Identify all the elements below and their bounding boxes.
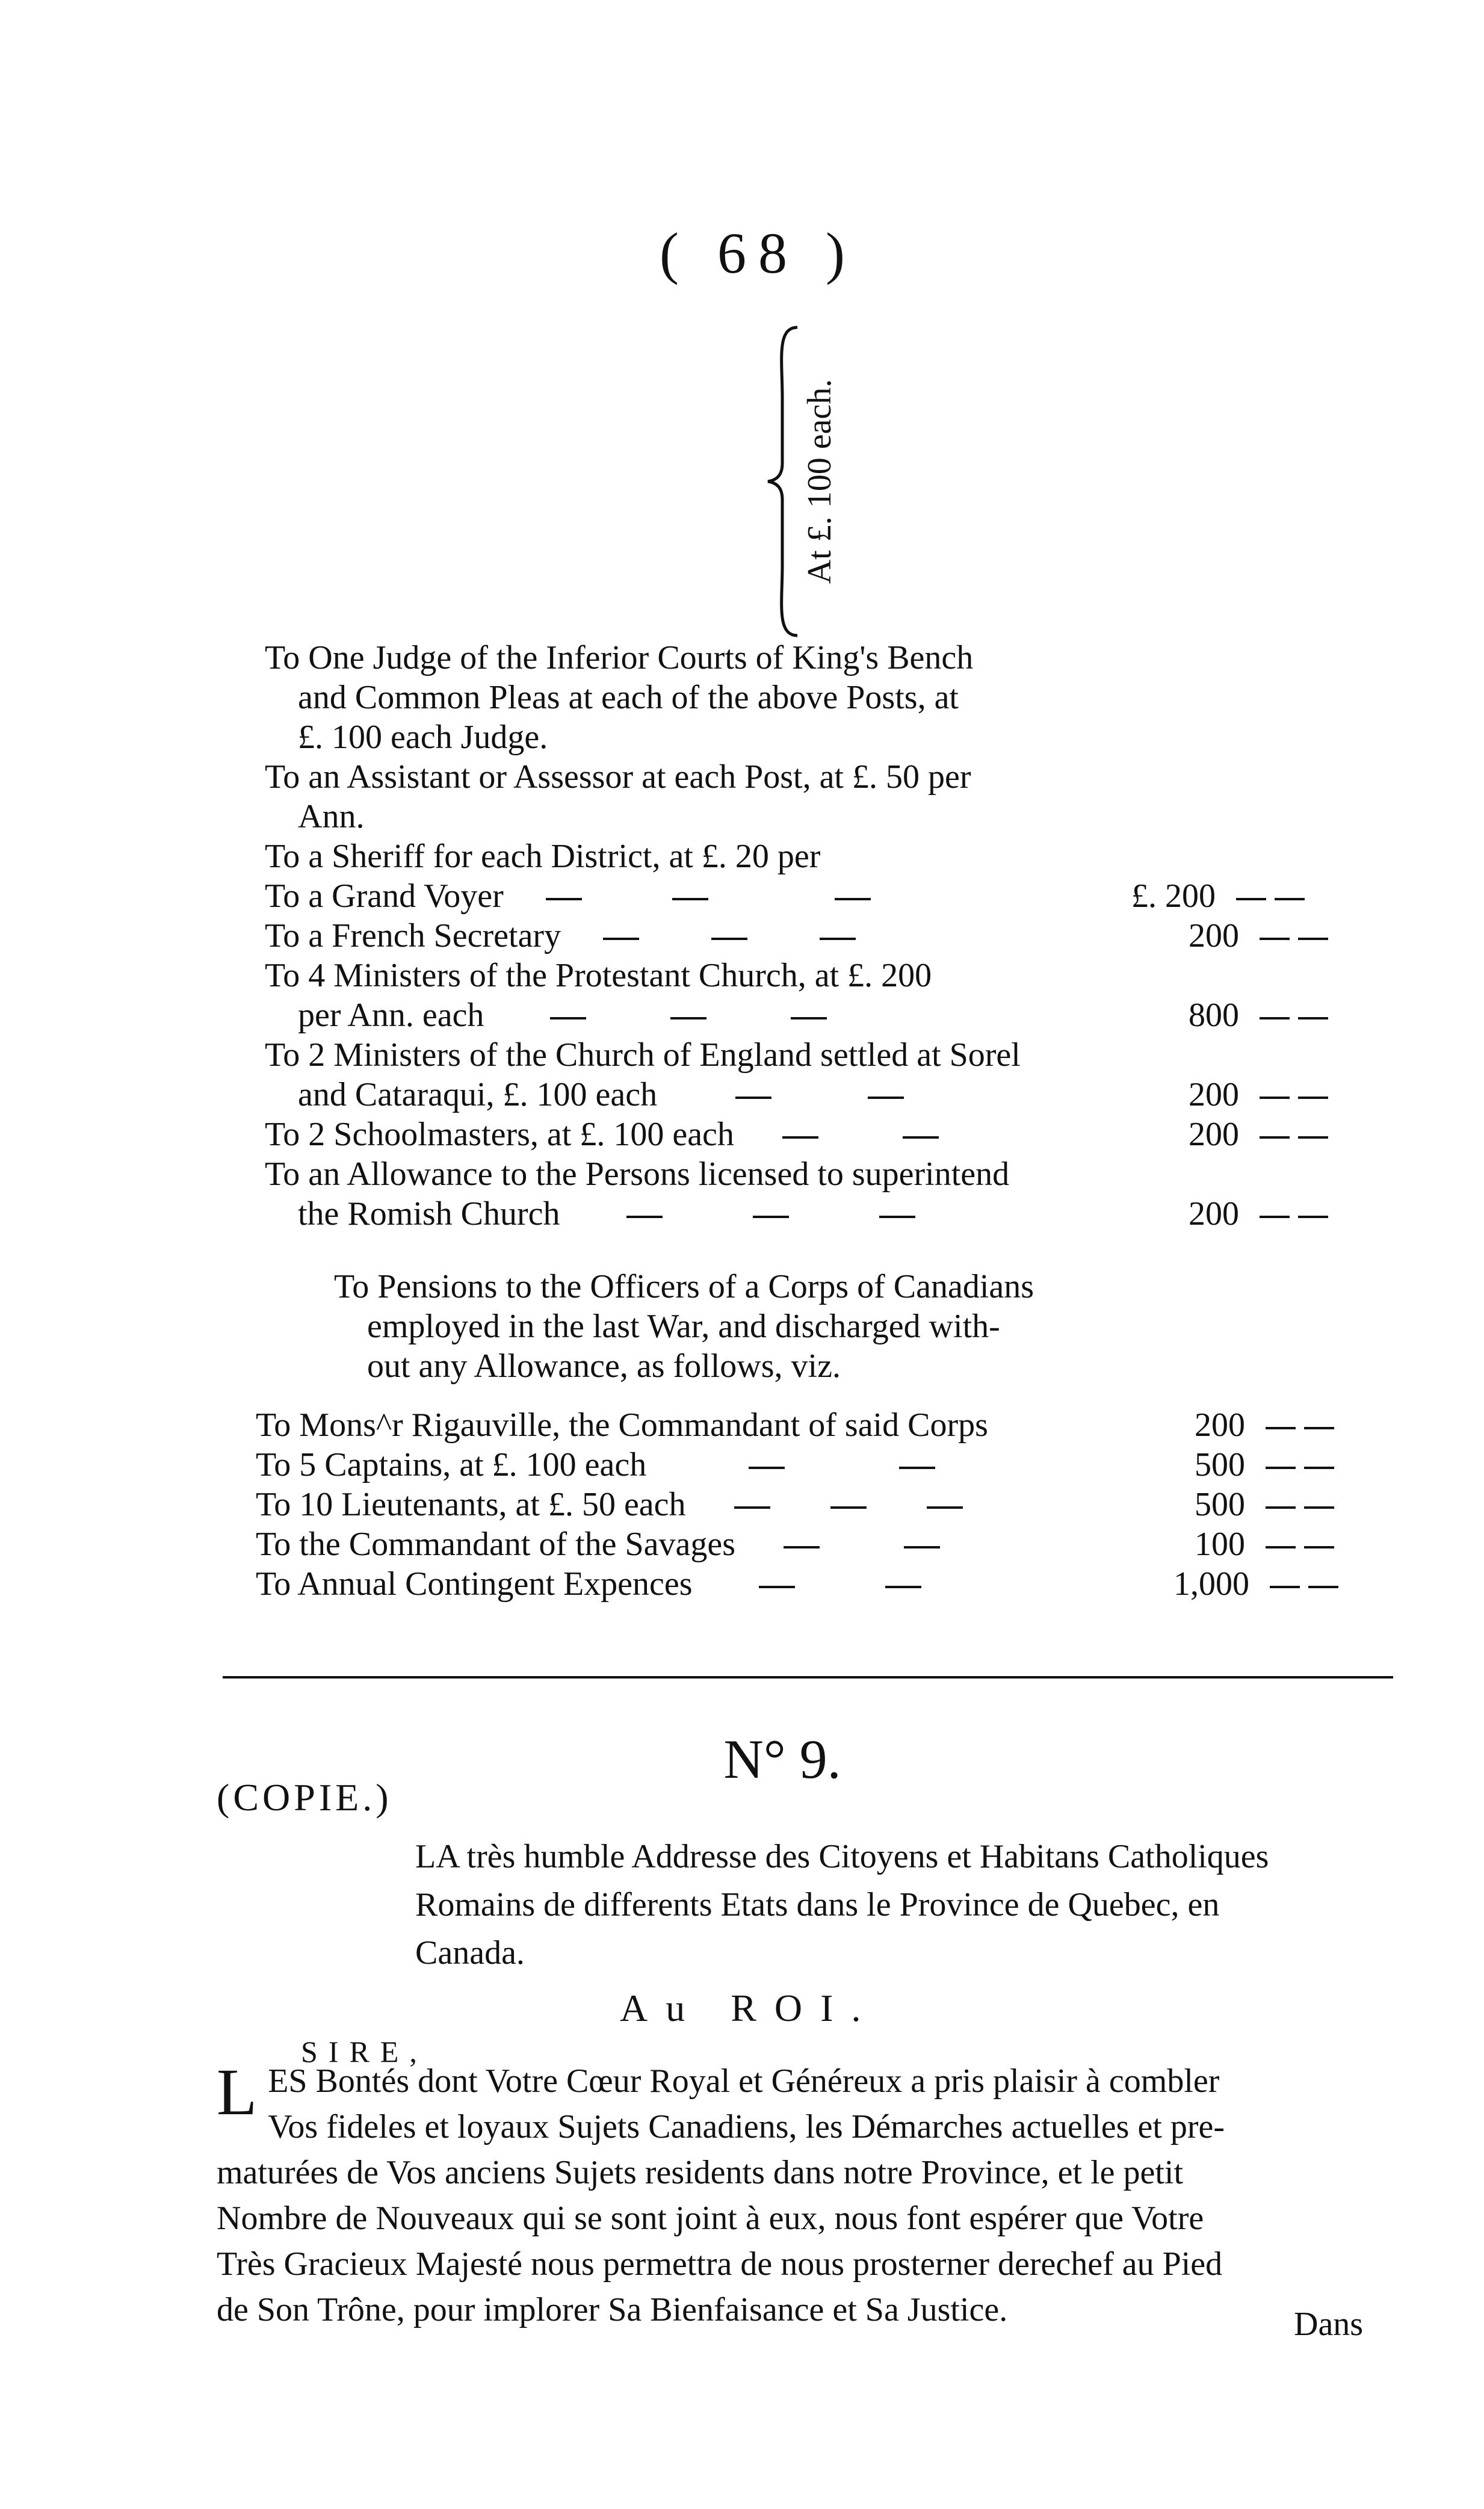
pensions-heading: To Pensions to the Officers of a Corps of Canadians employed in the last War, and discharged with- out any Allowance, as follows, viz. [334,1268,1034,1385]
drop-cap: L [217,2055,258,2129]
entry-romish-church-allowance: To an Allowance to the Persons licensed to superintend the Romish Church [265,1156,1010,1233]
amount-french-secretary: 200 [1189,916,1405,956]
entry-judge: To One Judge of the Inferior Courts of King's Bench and Common Pleas at each of the above Posts, at £. 100 each Judge. [265,639,974,756]
address-title: LA très humble Addresse des Citoyens et Habitans Catholiques Romains de differents Etats dans le Province de Quebec, en Canada. [415,1838,1269,1972]
amount-lieutenants: 500 [1195,1485,1411,1524]
copie-label: (COPIE.) [217,1776,392,1819]
amount-protestant-ministers: 800 [1189,995,1405,1035]
amount-contingent-expences: 1,000 [1173,1564,1390,1604]
pension-lieutenants: To 10 Lieutenants, at £. 50 each [256,1485,1098,1524]
salutation: SIRE, [301,2035,428,2068]
amount-church-of-england-ministers: 200 [1189,1075,1405,1115]
letter-body: L ES Bontés dont Votre Cœur Royal et Généreux a pris plaisir à combler Vos fideles et loyaux Sujets Canadiens, les Démarches actuelles et pre- maturées de Vos anciens Sujets residents dans notre Province, et le petit Nombre de Nouveaux qui se sont joint à eux, nous font espérer que Votre Très Gracieux Majesté nous permettra de nous prosterner derechef au Pied de Son Trône, pour implorer Sa Bienfaisance et Sa Justice. [217,2055,1225,2328]
entry-protestant-ministers: To 4 Ministers of the Protestant Church, at £. 200 per Ann. each [265,957,932,1034]
page-number: ( 68 ) [660,221,857,285]
entry-sheriff: To a Sheriff for each District, at £. 20 per [265,838,821,875]
entry-french-secretary: To a French Secretary [265,916,1107,956]
section-rule [223,1676,1393,1678]
pension-captains: To 5 Captains, at £. 100 each [256,1445,1098,1485]
brace-note [764,325,861,638]
amount-grand-voyer: £. 200 [1131,876,1348,916]
brace-note-text: At £. 100 each. [801,379,838,584]
amount-rigauville: 200 [1195,1405,1411,1445]
entry-schoolmasters: To 2 Schoolmasters, at £. 100 each [265,1115,1107,1154]
amount-schoolmasters: 200 [1189,1115,1405,1154]
amount-commandant-savages: 100 [1195,1524,1411,1564]
amount-romish-church-allowance: 200 [1189,1194,1405,1234]
pension-commandant-savages: To the Commandant of the Savages [256,1524,1098,1564]
pension-rigauville: To Mons^r Rigauville, the Commandant of said Corps [256,1406,988,1444]
entry-church-of-england-ministers: To 2 Ministers of the Church of England settled at Sorel and Cataraqui, £. 100 each [265,1036,1021,1113]
entry-assistant: To an Assistant or Assessor at each Post, at £. 50 per Ann. [265,758,971,835]
section-number: N° 9. [723,1728,841,1790]
au-roi-heading: Au ROI. [620,1987,879,2029]
entry-grand-voyer: To a Grand Voyer [265,876,1107,916]
pension-contingent-expences: To Annual Contingent Expences [256,1564,1098,1604]
amount-captains: 500 [1195,1445,1411,1485]
catchword: Dans [1294,2306,1364,2343]
